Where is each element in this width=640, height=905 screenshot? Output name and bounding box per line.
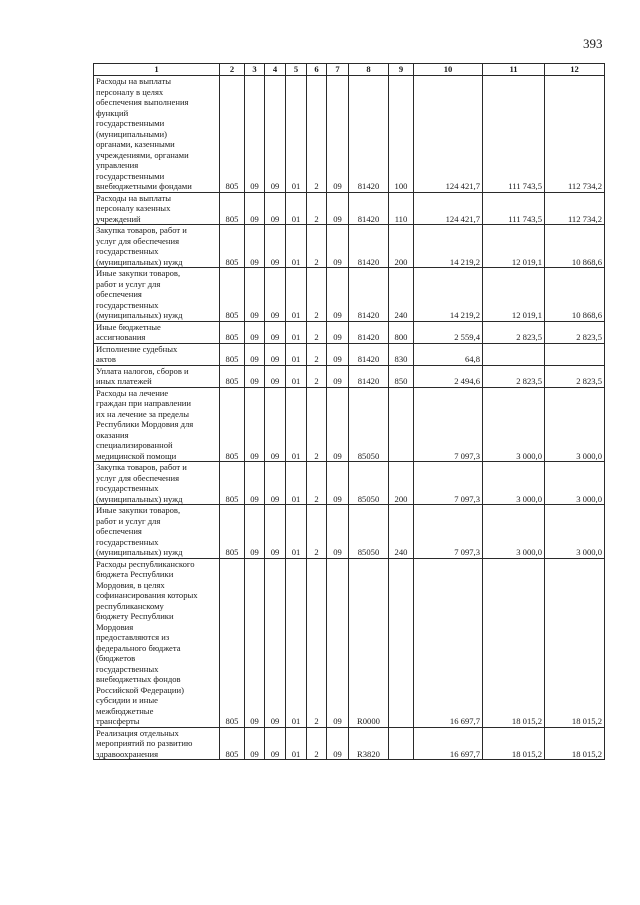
section-code: 09 [245,225,265,268]
row-description: Расходы на выплаты персоналу в целях обеспечения выполнения функций государственными (муниципальными) органами, казенными учреждениями, органами управления государственными внебюджетными фондами [94,76,220,193]
table-row [94,558,605,727]
subprogram-code: 2 [307,558,327,727]
direction-code: 81420 [349,76,389,193]
direction-code: 85050 [349,387,389,462]
section-code: 09 [245,321,265,343]
program-code: 01 [286,192,307,225]
amount-col11: 12 019,1 [483,225,545,268]
direction-code: 81420 [349,192,389,225]
program-code: 01 [286,727,307,760]
column-header: 8 [349,64,389,76]
amount-col12: 3 000,0 [545,505,605,559]
expense-type-code: 200 [389,225,414,268]
table-row [94,225,605,268]
row-description: Закупка товаров, работ и услуг для обеспечения государственных (муниципальных) нужд [94,225,220,268]
column-header: 5 [286,64,307,76]
subprogram-code: 2 [307,192,327,225]
subsection-code: 09 [265,343,286,365]
subprogram-code: 2 [307,727,327,760]
subprogram-code: 2 [307,462,327,505]
direction-code: 81420 [349,365,389,387]
activity-code: 09 [327,558,349,727]
column-header: 9 [389,64,414,76]
ministry-code: 805 [220,462,245,505]
ministry-code: 805 [220,387,245,462]
amount-col11: 2 823,5 [483,321,545,343]
column-header: 4 [265,64,286,76]
ministry-code: 805 [220,76,245,193]
activity-code: 09 [327,321,349,343]
expense-type-code: 830 [389,343,414,365]
subsection-code: 09 [265,387,286,462]
amount-col10: 64,8 [414,343,483,365]
column-header: 6 [307,64,327,76]
subsection-code: 09 [265,268,286,322]
subprogram-code: 2 [307,76,327,193]
direction-code: 81420 [349,321,389,343]
amount-col10: 7 097,3 [414,387,483,462]
table-row [94,505,605,559]
direction-code: 81420 [349,268,389,322]
program-code: 01 [286,268,307,322]
amount-col10: 14 219,2 [414,268,483,322]
table-row [94,192,605,225]
subsection-code: 09 [265,321,286,343]
ministry-code: 805 [220,365,245,387]
subprogram-code: 2 [307,505,327,559]
program-code: 01 [286,505,307,559]
program-code: 01 [286,343,307,365]
amount-col10: 7 097,3 [414,462,483,505]
direction-code: 85050 [349,505,389,559]
subprogram-code: 2 [307,387,327,462]
column-header: 11 [483,64,545,76]
table-row [94,365,605,387]
amount-col11: 18 015,2 [483,727,545,760]
expense-type-code: 800 [389,321,414,343]
amount-col12 [545,343,605,365]
subprogram-code: 2 [307,343,327,365]
subsection-code: 09 [265,558,286,727]
section-code: 09 [245,76,265,193]
row-description: Иные закупки товаров, работ и услуг для обеспечения государственных (муниципальных) нужд [94,505,220,559]
row-description: Иные закупки товаров, работ и услуг для обеспечения государственных (муниципальных) нужд [94,268,220,322]
activity-code: 09 [327,192,349,225]
amount-col12: 2 823,5 [545,321,605,343]
amount-col10: 124 421,7 [414,76,483,193]
amount-col10: 7 097,3 [414,505,483,559]
amount-col12: 2 823,5 [545,365,605,387]
column-header: 1 [94,64,220,76]
row-description: Расходы республиканского бюджета Республики Мордовия, в целях софинансирования которых республиканскому бюджету Республики Мордовия предоставляются из федерального бюджета (бюджетов государственных внебюджетных фондов Российской Федерации) субсидии и иные межбюджетные трансферты [94,558,220,727]
subsection-code: 09 [265,76,286,193]
amount-col12: 18 015,2 [545,558,605,727]
subsection-code: 09 [265,505,286,559]
direction-code: 85050 [349,462,389,505]
amount-col12: 3 000,0 [545,387,605,462]
amount-col12: 3 000,0 [545,462,605,505]
section-code: 09 [245,343,265,365]
activity-code: 09 [327,387,349,462]
table-header-row [94,64,605,76]
activity-code: 09 [327,76,349,193]
amount-col10: 124 421,7 [414,192,483,225]
expense-type-code: 200 [389,462,414,505]
activity-code: 09 [327,727,349,760]
subprogram-code: 2 [307,225,327,268]
row-description: Иные бюджетные ассигнования [94,321,220,343]
ministry-code: 805 [220,343,245,365]
ministry-code: 805 [220,505,245,559]
program-code: 01 [286,321,307,343]
activity-code: 09 [327,365,349,387]
row-description: Закупка товаров, работ и услуг для обеспечения государственных (муниципальных) нужд [94,462,220,505]
table-row [94,462,605,505]
column-header: 12 [545,64,605,76]
table-row [94,387,605,462]
subprogram-code: 2 [307,268,327,322]
amount-col12: 112 734,2 [545,192,605,225]
expense-type-code [389,727,414,760]
amount-col11 [483,343,545,365]
amount-col10: 16 697,7 [414,727,483,760]
section-code: 09 [245,387,265,462]
section-code: 09 [245,365,265,387]
amount-col11: 3 000,0 [483,505,545,559]
amount-col11: 111 743,5 [483,192,545,225]
amount-col10: 14 219,2 [414,225,483,268]
activity-code: 09 [327,505,349,559]
row-description: Уплата налогов, сборов и иных платежей [94,365,220,387]
subsection-code: 09 [265,365,286,387]
section-code: 09 [245,727,265,760]
ministry-code: 805 [220,727,245,760]
program-code: 01 [286,558,307,727]
row-description: Реализация отдельных мероприятий по развитию здравоохранения [94,727,220,760]
expense-type-code [389,387,414,462]
subsection-code: 09 [265,462,286,505]
section-code: 09 [245,268,265,322]
table-row [94,343,605,365]
section-code: 09 [245,558,265,727]
program-code: 01 [286,365,307,387]
table-row [94,727,605,760]
activity-code: 09 [327,225,349,268]
amount-col11: 12 019,1 [483,268,545,322]
amount-col10: 2 494,6 [414,365,483,387]
section-code: 09 [245,505,265,559]
expense-type-code: 100 [389,76,414,193]
subprogram-code: 2 [307,365,327,387]
amount-col11: 2 823,5 [483,365,545,387]
budget-table [93,63,605,760]
subsection-code: 09 [265,192,286,225]
column-header: 10 [414,64,483,76]
ministry-code: 805 [220,558,245,727]
amount-col12: 10 868,6 [545,268,605,322]
program-code: 01 [286,387,307,462]
section-code: 09 [245,462,265,505]
column-header: 7 [327,64,349,76]
column-header: 3 [245,64,265,76]
expense-type-code: 850 [389,365,414,387]
amount-col10: 16 697,7 [414,558,483,727]
amount-col12: 18 015,2 [545,727,605,760]
section-code: 09 [245,192,265,225]
activity-code: 09 [327,343,349,365]
amount-col12: 10 868,6 [545,225,605,268]
amount-col11: 3 000,0 [483,462,545,505]
direction-code: R3820 [349,727,389,760]
table-row [94,76,605,193]
subprogram-code: 2 [307,321,327,343]
row-description: Расходы на лечение граждан при направлении их на лечение за пределы Республики Мордовия для оказания специализированной медицинской помощи [94,387,220,462]
amount-col11: 111 743,5 [483,76,545,193]
direction-code: R0000 [349,558,389,727]
amount-col10: 2 559,4 [414,321,483,343]
table-row [94,321,605,343]
direction-code: 81420 [349,343,389,365]
expense-type-code: 110 [389,192,414,225]
subsection-code: 09 [265,727,286,760]
direction-code: 81420 [349,225,389,268]
amount-col12: 112 734,2 [545,76,605,193]
amount-col11: 18 015,2 [483,558,545,727]
row-description: Исполнение судебных актов [94,343,220,365]
expense-type-code [389,558,414,727]
page-number: 393 [583,36,603,51]
program-code: 01 [286,225,307,268]
ministry-code: 805 [220,192,245,225]
subsection-code: 09 [265,225,286,268]
program-code: 01 [286,76,307,193]
ministry-code: 805 [220,321,245,343]
expense-type-code: 240 [389,268,414,322]
activity-code: 09 [327,268,349,322]
expense-type-code: 240 [389,505,414,559]
program-code: 01 [286,462,307,505]
column-header: 2 [220,64,245,76]
ministry-code: 805 [220,225,245,268]
activity-code: 09 [327,462,349,505]
ministry-code: 805 [220,268,245,322]
row-description: Расходы на выплаты персоналу казенных учреждений [94,192,220,225]
table-row [94,268,605,322]
amount-col11: 3 000,0 [483,387,545,462]
